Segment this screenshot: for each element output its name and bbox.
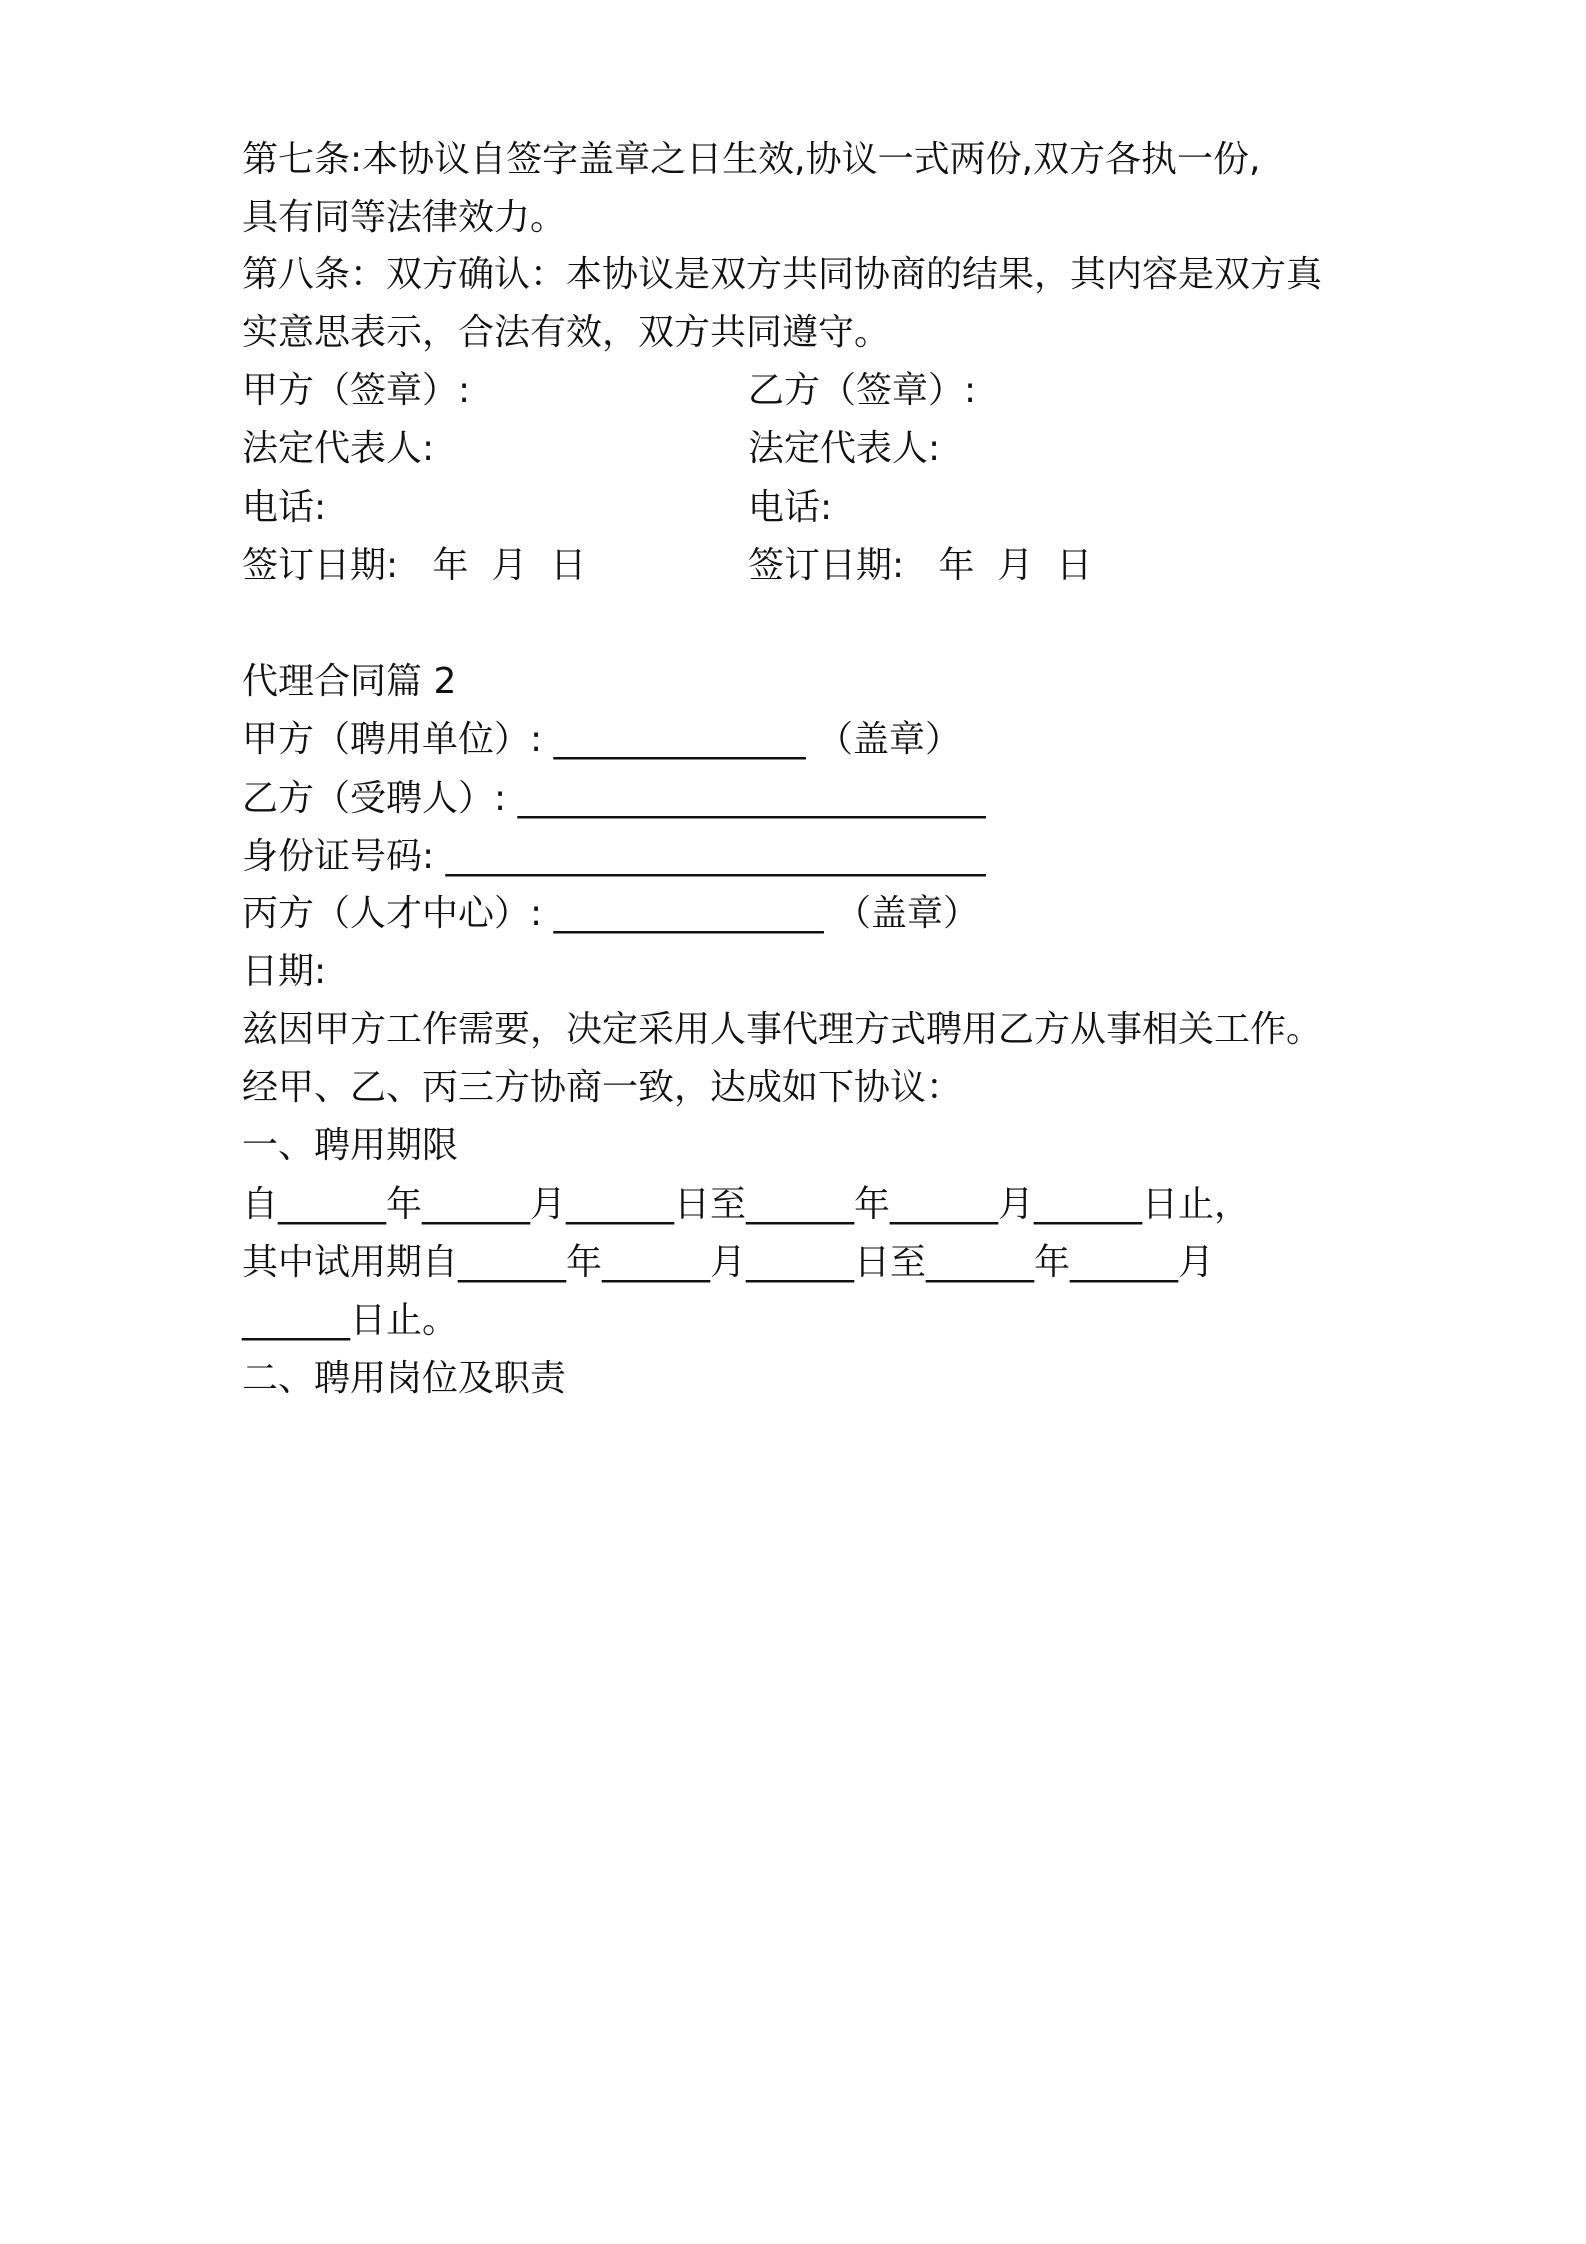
party-a-date-label: 签订日期: 年 月 日	[242, 545, 587, 586]
section1-title: 一、聘用期限	[242, 1125, 459, 1166]
period-line3: ______日止。	[242, 1300, 459, 1341]
article7-line2: 具有同等法律效力。	[242, 197, 567, 238]
contract2-title: 代理合同篇 2	[242, 661, 457, 702]
contract2-intro-line2: 经甲、乙、丙三方协商一致，达成如下协议：	[242, 1067, 963, 1108]
contract2-intro-line1: 兹因甲方工作需要，决定采用人事代理方式聘用乙方从事相关工作。	[242, 1009, 1323, 1050]
contract2-party-c: 丙方（人才中心）: _______________ （盖章）	[242, 893, 980, 934]
period-line1: 自______年______月______日至______年______月______日止，	[242, 1184, 1251, 1225]
article8-line2: 实意思表示，合法有效，双方共同遵守。	[242, 312, 891, 353]
party-a-rep-label: 法定代表人:	[242, 428, 435, 469]
contract2-date: 日期:	[242, 951, 327, 992]
contract2-party-a: 甲方（聘用单位）: ______________ （盖章）	[242, 719, 962, 760]
article7-line1: 第七条:本协议自签字盖章之日生效,协议一式两份,双方各执一份,	[242, 139, 1261, 180]
period-line2: 其中试用期自______年______月______日至______年______月	[242, 1242, 1215, 1283]
party-b-seal-label: 乙方（签章）:	[748, 370, 977, 411]
party-a-seal-label: 甲方（签章）:	[242, 370, 471, 411]
article8-line1: 第八条：双方确认：本协议是双方共同协商的结果，其内容是双方真	[242, 254, 1323, 295]
party-b-date-label: 签订日期: 年 月 日	[748, 545, 1093, 586]
party-a-phone-label: 电话:	[242, 487, 327, 528]
section2-title: 二、聘用岗位及职责	[242, 1358, 567, 1399]
contract2-party-b: 乙方（受聘人）: __________________________	[242, 778, 986, 819]
contract2-id-number: 身份证号码: ______________________________	[242, 836, 986, 877]
party-b-phone-label: 电话:	[748, 487, 833, 528]
party-b-rep-label: 法定代表人:	[748, 428, 941, 469]
